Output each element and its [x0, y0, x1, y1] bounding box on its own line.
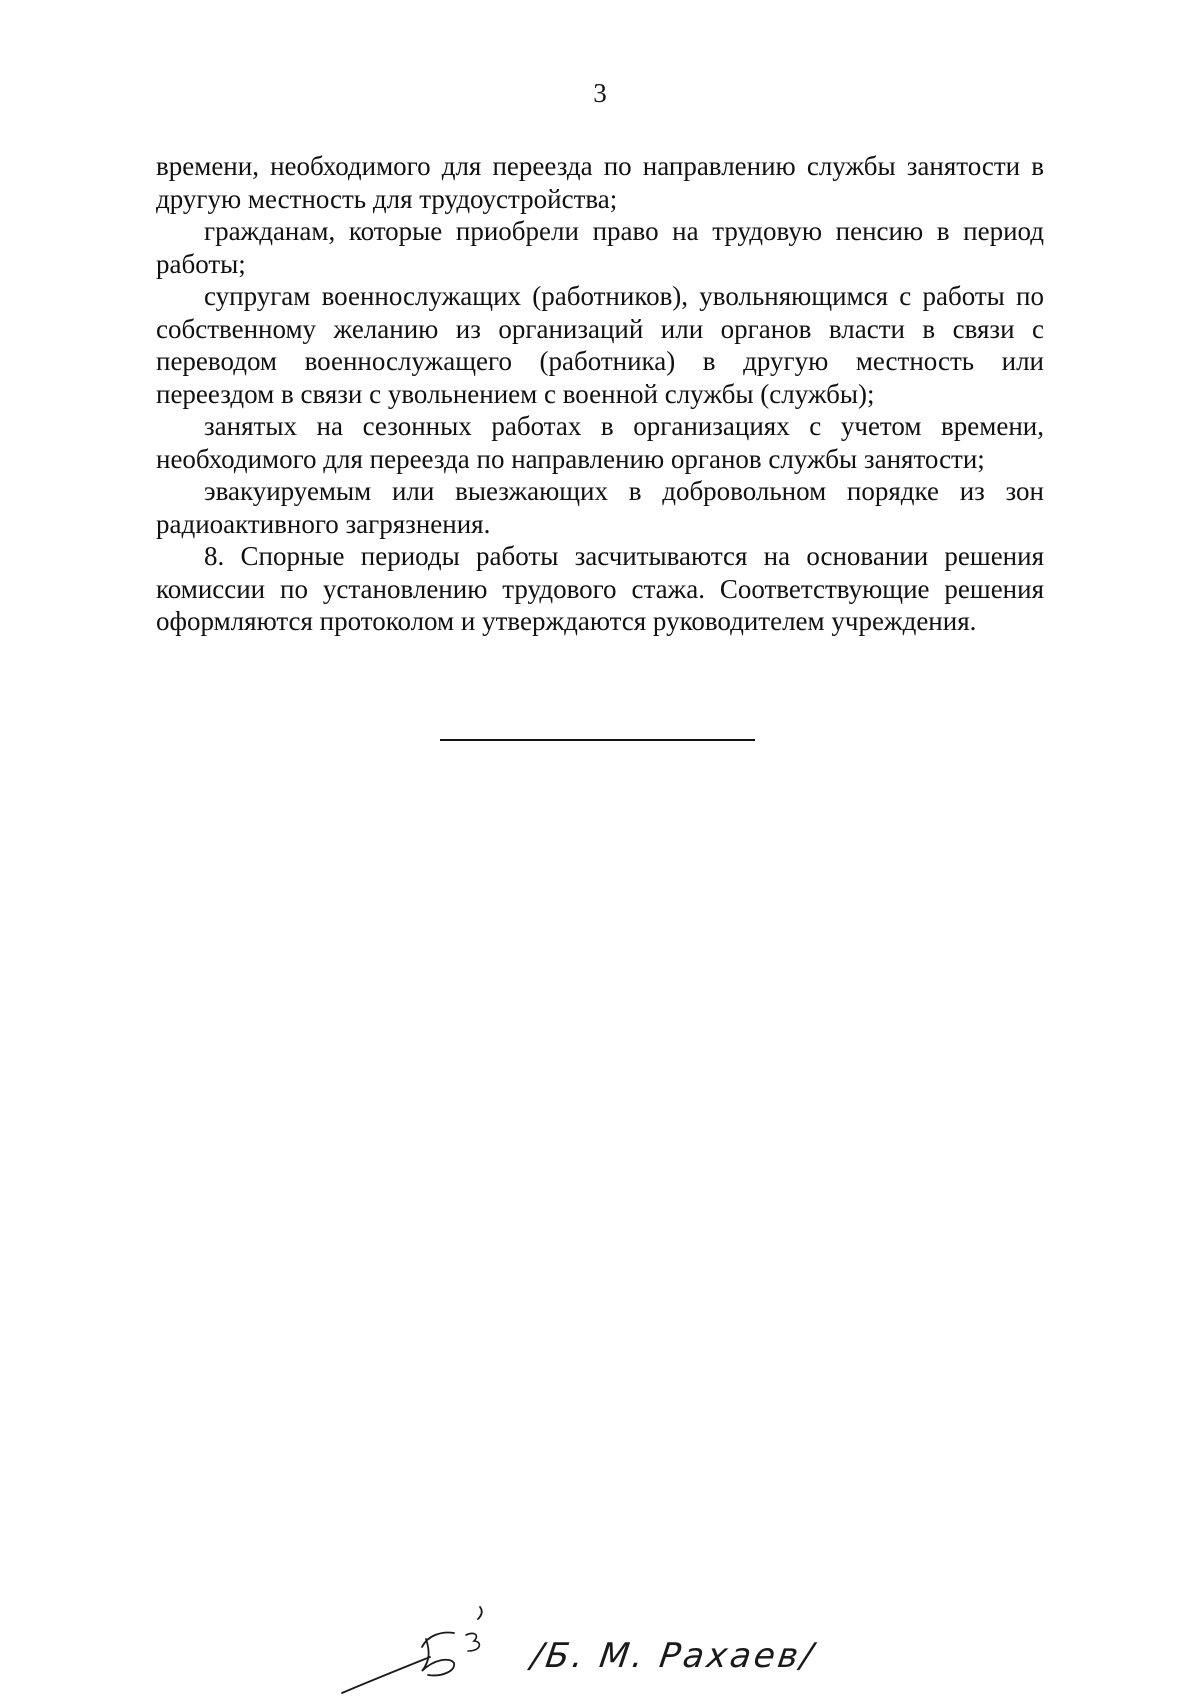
paragraph-military-spouses: супругам военнослужащих (работников), увольняющимся с работы по собственному желанию из организаций или органов власти в связи с переводом военнослужащего (работника) в другую местность или переездом в связи с увольнением с военной службы (службы);: [156, 281, 1044, 409]
paragraph-evacuees: эвакуируемым или выезжающих в добровольном порядке из зон радиоактивного загрязнения.: [156, 476, 1044, 539]
handwritten-signature: [330, 1595, 850, 1695]
paragraph-continuation: времени, необходимого для переезда по направлению службы занятости в другую местность для трудоустройства;: [156, 151, 1044, 214]
signature-tick-mark: [478, 1607, 482, 1619]
paragraph-pension-citizens: гражданам, которые приобрели право на трудовую пенсию в период работы;: [156, 216, 1044, 279]
page-number: 3: [593, 78, 607, 108]
document-body: [156, 150, 1044, 638]
signature-name: /Б. М. Рахаев/: [528, 1636, 819, 1676]
paragraph-disputed-periods: 8. Спорные периоды работы засчитываются на основании решения комиссии по установлению трудового стажа. Соответствующие решения оформляются протоколом и утверждаются руководителем учреждения.: [156, 541, 1044, 636]
paragraph-seasonal-work: занятых на сезонных работах в организациях с учетом времени, необходимого для переезда по направлению органов службы занятости;: [156, 411, 1044, 474]
signature-initial-stroke: [422, 1633, 454, 1676]
signature-block: [330, 1595, 850, 1695]
signature-digit-stroke: [466, 1633, 479, 1651]
end-of-text-rule: [440, 739, 755, 741]
signature-sweep-stroke: [342, 1657, 430, 1693]
